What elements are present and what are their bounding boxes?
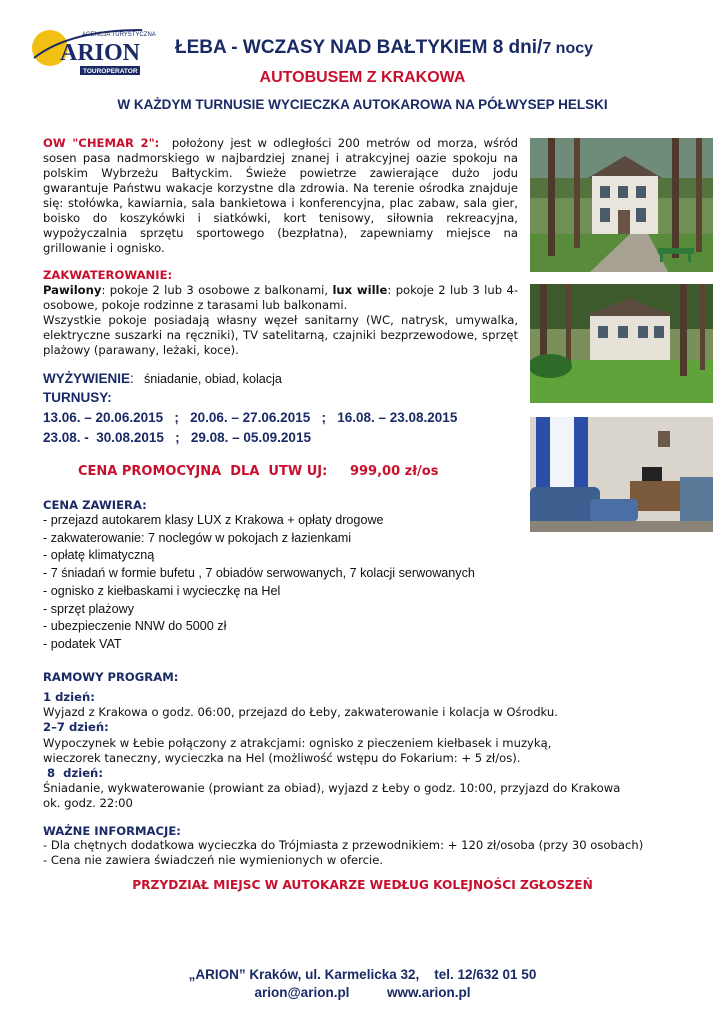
logo-top-text: AGENCJA TURYSTYCZNA	[82, 32, 156, 38]
info-line-1: - Dla chętnych dodatkowa wycieczka do Trójmiasta z przewodnikiem: + 120 zł/osoba (przy 30 osobach)	[43, 838, 644, 852]
day27-label: 2–7 dzień:	[43, 720, 109, 735]
day8-label: 8 dzień:	[43, 766, 103, 781]
intro-text: położony jest w odległości 200 metrów od morza, wśród sosen pasa nadmorskiego w najbardziej znanej i atrakcyjnej oazie spokoju na polskim Wybrzeżu Bałtyckim. Świeże powietrze zawierające dużo jodu gwarantuje Państwu wakacje korzystne dla zdrowia. Na terenie ośrodka znajduje się: stołówka, kawiarnia, sala bankietowa i konferencyjna, plac zabaw, sala gier, boisko do koszykówki i siatkówki, kort tenisowy, siłownia rekreacyjna, wypożyczalnia sprzętu sportowego (bezpłatna), zapewniamy miejsce na grillowanie i ognisko.	[43, 136, 519, 255]
logo-brand-text: ARION	[60, 40, 141, 66]
footer-website[interactable]: www.arion.pl	[386, 985, 471, 1000]
includes-list	[43, 512, 475, 654]
price-line	[78, 464, 438, 479]
list-item: - 7 śniadań w formie bufetu , 7 obiadów serwowanych, 7 kolacji serwowanych	[43, 566, 475, 581]
footer-contact	[0, 985, 725, 1000]
seat-allocation-notice: PRZYDZIAŁ MIEJSC W AUTOKARZE WEDŁUG KOLEJNOŚCI ZGŁOSZEŃ	[132, 878, 593, 892]
turnusy-line-2: 23.08. - 30.08.2015 ; 29.08. – 05.09.2015	[43, 430, 311, 445]
excursion-banner: W KAŻDYM TURNUSIE WYCIECZKA AUTOKAROWA NA PÓŁWYSEP HELSKI	[117, 97, 608, 112]
rooms-paragraph: Wszystkie pokoje posiadają własny węzeł sanitarny (WC, natrysk, umywalka, elektryczne suszarki na ręczniki), TV satelitarną, czajniki bezprzewodowe, sprzęt plażowy (parawany, leżaki, koce).	[43, 313, 518, 357]
photo-pavilions	[530, 284, 713, 403]
title-nights: 7 nocy	[542, 40, 594, 57]
info-line-2: - Cena nie zawiera świadczeń nie wymienionych w ofercie.	[43, 853, 384, 867]
list-item: - zakwaterowanie: 7 noclegów w pokojach z łazienkami	[43, 530, 351, 545]
pawilony-text: : pokoje 2 lub 3 osobowe z balkonami,	[101, 283, 333, 297]
title-main: ŁEBA - WCZASY NAD BAŁTYKIEM 8 dni/	[175, 37, 543, 58]
resort-name: OW "CHEMAR 2":	[43, 136, 160, 150]
list-item: - opłatę klimatyczną	[43, 548, 155, 563]
intro-paragraph	[43, 136, 518, 256]
logo-bottom-text: TOUROPERATOR	[83, 68, 138, 75]
turnusy-line-1: 13.06. – 20.06.2015 ; 20.06. – 27.06.2015 ; 16.08. – 23.08.2015	[43, 410, 458, 425]
photo-villa-exterior	[530, 138, 713, 272]
day1-text: Wyjazd z Krakowa o godz. 06:00, przejazd do Łeby, zakwaterowanie i kolacja w Ośrodku.	[43, 705, 558, 720]
includes-heading: CENA ZAWIERA:	[43, 498, 147, 512]
list-item: - sprzęt plażowy	[43, 601, 134, 616]
lux-text: : pokoje 2 lub 3 lub 4-osobowe, pokoje rodzinne z tarasami lub balkonami.	[43, 283, 519, 312]
list-item: - ognisko z kiełbaskami i wycieczkę na Hel	[43, 583, 281, 598]
food-label: WYŻYWIENIE	[43, 371, 130, 386]
day8-text-1: Śniadanie, wykwaterowanie (prowiant za obiad), wyjazd z Łeby o godz. 10:00, przyjazd do Krakowa	[43, 781, 621, 796]
lux-label: lux wille	[332, 283, 388, 297]
footer-email[interactable]: arion@arion.pl	[254, 985, 350, 1000]
list-item: - podatek VAT	[43, 636, 122, 651]
day27-text-2: wieczorek taneczny, wycieczka na Hel (możliwość wstępu do Fokarium: + 5 zł/os).	[43, 750, 521, 765]
accommodation-paragraph	[43, 283, 518, 313]
list-item: - przejazd autokarem klasy LUX z Krakowa + opłaty drogowe	[43, 513, 384, 527]
photo-room-interior	[530, 417, 713, 532]
day1-label: 1 dzień:	[43, 690, 95, 704]
info-heading: WAŻNE INFORMACJE:	[43, 824, 181, 838]
program-body	[43, 690, 683, 812]
price-value: 999,00 zł/os	[349, 464, 439, 479]
footer-address: „ARION” Kraków, ul. Karmelicka 32, tel. 12/632 01 50	[188, 967, 537, 982]
turnusy-heading: TURNUSY:	[43, 390, 112, 405]
page-title	[175, 37, 593, 59]
food-line	[43, 368, 282, 387]
day8-text-2: ok. godz. 22:00	[43, 796, 133, 811]
list-item: - ubezpieczenie NNW do 5000 zł	[43, 619, 227, 634]
page-subtitle: AUTOBUSEM Z KRAKOWA	[259, 69, 466, 86]
day27-text-1: Wypoczynek w Łebie połączony z atrakcjami: ognisko z pieczeniem kiełbasek i muzyką,	[43, 735, 552, 750]
food-colon: :	[130, 371, 134, 386]
accommodation-heading: ZAKWATEROWANIE:	[43, 268, 173, 282]
pawilony-label: Pawilony	[43, 283, 102, 297]
program-heading: RAMOWY PROGRAM:	[43, 670, 179, 684]
food-text: śniadanie, obiad, kolacja	[143, 372, 282, 386]
price-label: CENA PROMOCYJNA DLA UTW UJ:	[78, 464, 328, 479]
